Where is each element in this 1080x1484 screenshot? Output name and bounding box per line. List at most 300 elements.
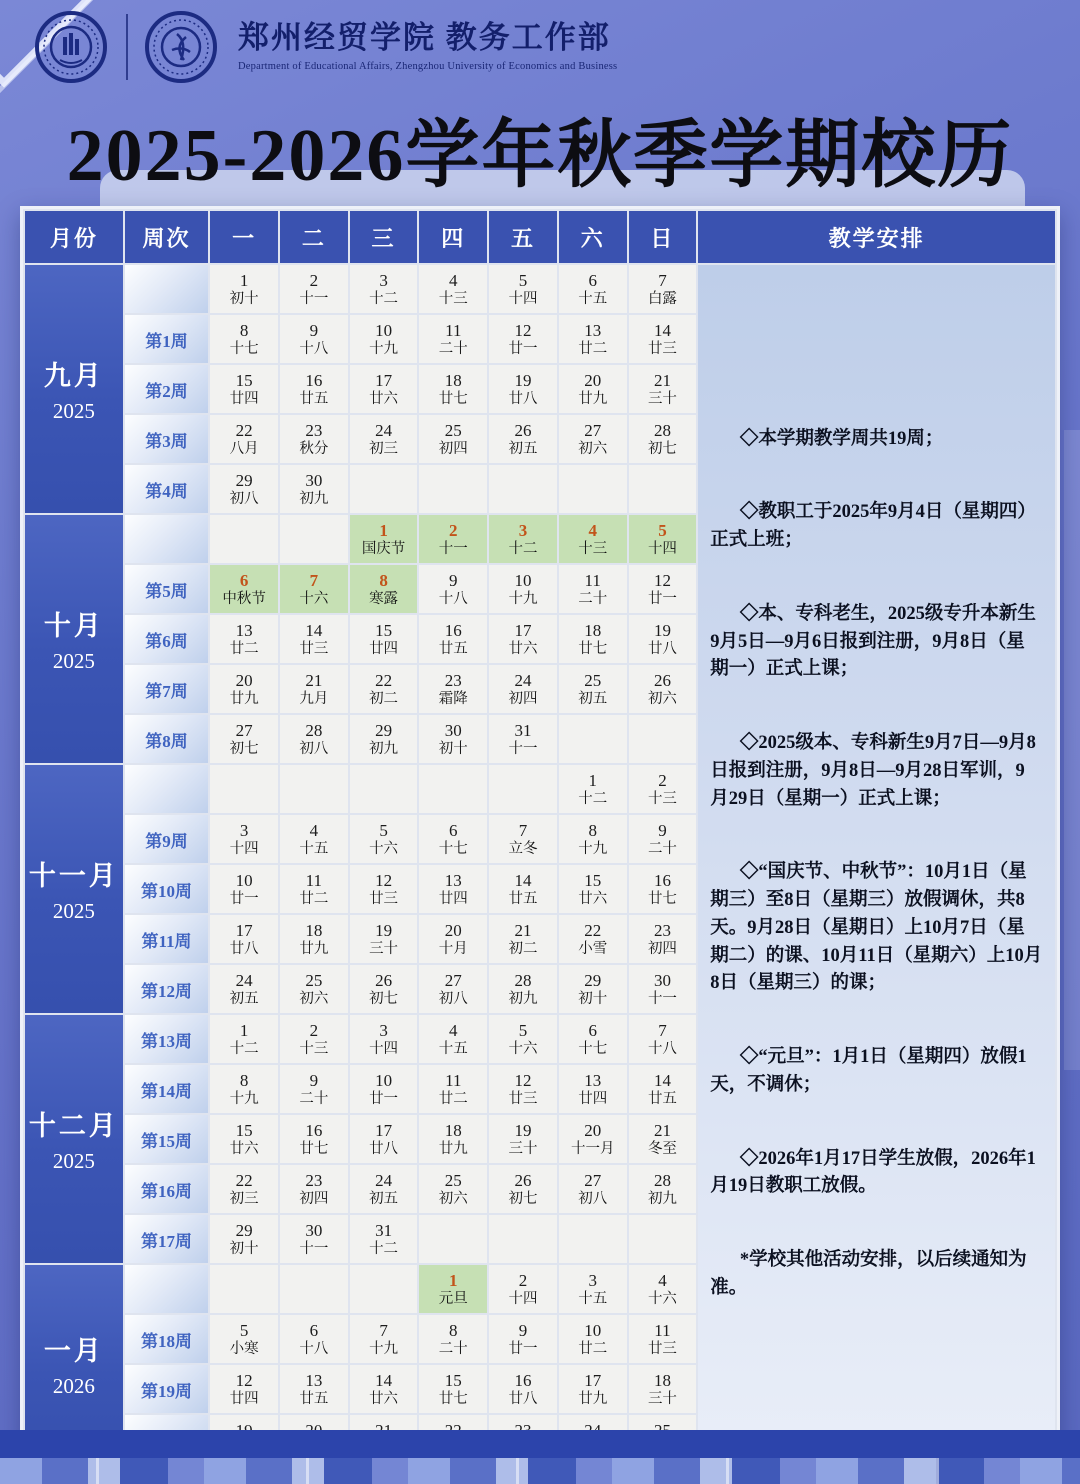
day-number: 12 <box>653 570 671 590</box>
day-lunar-label: 十一 <box>299 1240 329 1257</box>
month-cell-十月 <box>25 515 123 763</box>
day-cell-2025-十一月-9 <box>629 815 697 863</box>
day-lunar-label: 十一 <box>438 540 468 557</box>
day-number: 1 <box>239 270 249 290</box>
day-cell-empty <box>210 515 278 563</box>
day-cell-2026-一月-3 <box>559 1265 627 1313</box>
day-number: 7 <box>379 1320 388 1340</box>
day-number: 28 <box>514 970 532 990</box>
day-cell-2025-十二月-19 <box>489 1115 557 1163</box>
day-cell-2025-九月-24 <box>350 415 418 463</box>
day-lunar-label: 十八 <box>647 1040 677 1057</box>
day-number: 14 <box>653 1070 671 1090</box>
day-lunar-label: 二十 <box>438 1340 468 1357</box>
day-lunar-label: 十月 <box>438 940 468 957</box>
day-number: 11 <box>305 870 323 890</box>
day-cell-2025-十月-14 <box>280 615 348 663</box>
day-cell-2025-九月-8 <box>210 315 278 363</box>
day-number: 31 <box>375 1220 393 1240</box>
month-name: 九月 <box>43 361 104 391</box>
day-cell-2025-十月-16 <box>419 615 487 663</box>
day-lunar-label: 三十 <box>508 1140 538 1157</box>
day-cell-empty <box>419 765 487 813</box>
day-lunar-label: 廿三 <box>647 1340 677 1357</box>
day-lunar-label: 廿九 <box>299 940 329 957</box>
day-lunar-label: 十九 <box>578 840 608 857</box>
day-number: 23 <box>305 420 323 440</box>
day-number: 14 <box>653 320 671 340</box>
day-number: 10 <box>584 1320 602 1340</box>
day-cell-empty <box>559 1215 627 1263</box>
month-name: 一月 <box>43 1336 104 1366</box>
day-cell-2025-九月-9 <box>280 315 348 363</box>
day-lunar-label: 十六 <box>369 840 399 857</box>
day-cell-2026-一月-4 <box>629 1265 697 1313</box>
day-lunar-label: 十八 <box>438 590 468 607</box>
day-number: 6 <box>588 270 597 290</box>
day-number: 11 <box>445 320 462 340</box>
day-cell-2025-十二月-6 <box>559 1015 627 1063</box>
day-number: 17 <box>584 1370 602 1390</box>
column-header-7: 六 <box>559 211 627 263</box>
day-number: 7 <box>658 270 667 290</box>
teaching-note-5: ◇“国庆节、中秋节”：10月1日（星期三）至8日（星期三）放假调休，共8天。9月28日（星期日）上10月7日（星期二）的课、10月11日（星期六）上10月8日（星期三）的课； <box>710 862 1043 994</box>
day-cell-2025-十月-25 <box>559 665 627 713</box>
day-lunar-label: 十六 <box>508 1040 538 1057</box>
day-cell-2025-十一月-15 <box>559 865 627 913</box>
day-lunar-label: 十四 <box>508 290 538 307</box>
day-cell-empty <box>350 1265 418 1313</box>
day-cell-2025-九月-22 <box>210 415 278 463</box>
day-lunar-label: 廿二 <box>578 1340 608 1357</box>
day-cell-2025-十月-6 <box>210 565 278 613</box>
day-lunar-label: 国庆节 <box>361 540 406 557</box>
day-number: 16 <box>514 1370 532 1390</box>
day-lunar-label: 廿三 <box>299 640 329 657</box>
day-cell-empty <box>629 465 697 513</box>
day-number: 31 <box>514 720 532 740</box>
week-label-empty <box>125 515 208 563</box>
day-lunar-label: 廿八 <box>508 1390 538 1407</box>
day-lunar-label: 十一 <box>647 990 677 1007</box>
day-lunar-label: 寒露 <box>369 590 399 607</box>
day-cell-2025-十月-31 <box>489 715 557 763</box>
day-lunar-label: 廿四 <box>229 390 259 407</box>
day-lunar-label: 廿九 <box>578 1390 608 1407</box>
week-label-第15周: 第15周 <box>125 1115 208 1163</box>
day-number: 4 <box>309 820 319 840</box>
page-title: 2025-2026学年秋季学期校历 <box>66 115 1014 197</box>
day-cell-2025-十月-21 <box>280 665 348 713</box>
day-cell-2025-十一月-28 <box>489 965 557 1013</box>
org-name-cn: 郑州经贸学院 教务工作部 <box>238 20 611 56</box>
day-lunar-label: 十五 <box>299 840 329 857</box>
teaching-note-3: ◇本、专科老生，2025级专升本新生9月5日—9月6日报到注册，9月8日（星期一）正式上课； <box>710 603 1036 680</box>
org-text-block <box>238 21 617 73</box>
week-label-第12周: 第12周 <box>125 965 208 1013</box>
day-number: 15 <box>235 370 253 390</box>
department-seal-icon <box>144 10 218 84</box>
day-number: 30 <box>444 720 462 740</box>
day-lunar-label: 初四 <box>508 690 538 707</box>
day-lunar-label: 初六 <box>647 690 677 707</box>
day-number: 24 <box>514 670 532 690</box>
teaching-note-8: *学校其他活动安排，以后续通知为准。 <box>710 1250 1027 1298</box>
day-lunar-label: 廿四 <box>438 890 468 907</box>
day-number: 1 <box>449 1270 458 1290</box>
day-cell-2025-十月-19 <box>629 615 697 663</box>
day-cell-empty <box>559 715 627 763</box>
day-number: 3 <box>379 270 388 290</box>
day-cell-2025-十一月-17 <box>210 915 278 963</box>
day-lunar-label: 十四 <box>229 840 259 857</box>
day-lunar-label: 十三 <box>578 540 608 557</box>
day-number: 29 <box>584 970 602 990</box>
calendar-table-wrap <box>20 206 1060 1468</box>
week-label-第7周: 第7周 <box>125 665 208 713</box>
day-lunar-label: 十一 <box>299 290 329 307</box>
day-cell-2025-十一月-1 <box>559 765 627 813</box>
day-cell-2025-九月-28 <box>629 415 697 463</box>
day-cell-2025-十一月-11 <box>280 865 348 913</box>
day-lunar-label: 二十 <box>578 590 608 607</box>
day-lunar-label: 廿七 <box>578 640 608 657</box>
day-number: 3 <box>588 1270 597 1290</box>
day-cell-2025-十月-10 <box>489 565 557 613</box>
day-number: 3 <box>239 820 249 840</box>
day-cell-2025-十二月-28 <box>629 1165 697 1213</box>
day-number: 13 <box>444 870 462 890</box>
day-lunar-label: 初二 <box>369 690 399 707</box>
day-number: 20 <box>444 920 462 940</box>
day-lunar-label: 廿二 <box>438 1090 468 1107</box>
day-lunar-label: 廿五 <box>508 890 538 907</box>
day-lunar-label: 廿一 <box>369 1090 399 1107</box>
day-cell-2025-十月-24 <box>489 665 557 713</box>
day-cell-empty <box>489 765 557 813</box>
column-header-0: 月份 <box>25 211 123 263</box>
day-lunar-label: 廿二 <box>229 640 259 657</box>
day-lunar-label: 廿五 <box>438 640 468 657</box>
day-cell-2025-十二月-21 <box>629 1115 697 1163</box>
day-cell-2025-九月-1 <box>210 265 278 313</box>
day-cell-2025-十月-1 <box>350 515 418 563</box>
column-header-6: 五 <box>489 211 557 263</box>
day-lunar-label: 初六 <box>578 440 608 457</box>
day-cell-2025-十月-9 <box>419 565 487 613</box>
day-lunar-label: 十一 <box>508 740 538 757</box>
day-lunar-label: 十三 <box>647 790 677 807</box>
day-cell-2025-十一月-18 <box>280 915 348 963</box>
day-number: 5 <box>518 1020 528 1040</box>
day-number: 25 <box>305 970 323 990</box>
day-lunar-label: 初八 <box>578 1190 608 1207</box>
week-label-第19周: 第19周 <box>125 1365 208 1413</box>
day-lunar-label: 廿三 <box>369 890 399 907</box>
day-number: 21 <box>653 1120 671 1140</box>
day-lunar-label: 初五 <box>578 690 608 707</box>
day-lunar-label: 十四 <box>369 1040 399 1057</box>
day-lunar-label: 十二 <box>578 790 608 807</box>
day-lunar-label: 十二 <box>508 540 538 557</box>
day-cell-2025-九月-6 <box>559 265 627 313</box>
day-number: 30 <box>653 970 671 990</box>
day-lunar-label: 廿三 <box>508 1090 538 1107</box>
teaching-note-1: ◇本学期教学周共19周； <box>739 428 944 449</box>
day-lunar-label: 小寒 <box>229 1340 259 1357</box>
day-cell-2026-一月-11 <box>629 1315 697 1363</box>
day-number: 1 <box>588 770 597 790</box>
day-cell-2026-一月-7 <box>350 1315 418 1363</box>
day-cell-2025-十月-11 <box>559 565 627 613</box>
day-cell-empty <box>489 1215 557 1263</box>
day-cell-empty <box>629 1215 697 1263</box>
day-lunar-label: 初八 <box>299 740 329 757</box>
day-cell-empty <box>559 465 627 513</box>
day-cell-2025-十月-22 <box>350 665 418 713</box>
day-number: 8 <box>239 1070 249 1090</box>
day-cell-2025-十二月-25 <box>419 1165 487 1213</box>
day-cell-2025-十二月-15 <box>210 1115 278 1163</box>
day-number: 8 <box>379 570 388 590</box>
day-cell-2025-十一月-24 <box>210 965 278 1013</box>
day-lunar-label: 初九 <box>299 490 329 507</box>
day-lunar-label: 廿九 <box>229 690 259 707</box>
day-cell-2025-九月-21 <box>629 365 697 413</box>
day-cell-2025-九月-7 <box>629 265 697 313</box>
day-number: 13 <box>305 1370 323 1390</box>
day-number: 21 <box>514 920 532 940</box>
day-lunar-label: 廿五 <box>299 390 329 407</box>
day-cell-2025-十二月-16 <box>280 1115 348 1163</box>
logo-divider <box>126 14 128 80</box>
day-cell-2025-十月-27 <box>210 715 278 763</box>
day-number: 5 <box>379 820 388 840</box>
day-number: 4 <box>588 520 597 540</box>
day-number: 23 <box>653 920 671 940</box>
day-lunar-label: 廿四 <box>369 640 399 657</box>
day-cell-2025-十二月-12 <box>489 1065 557 1113</box>
week-label-第2周: 第2周 <box>125 365 208 413</box>
day-number: 11 <box>654 1320 671 1340</box>
day-cell-2025-十月-12 <box>629 565 697 613</box>
day-cell-2025-十月-5 <box>629 515 697 563</box>
day-lunar-label: 秋分 <box>299 440 329 457</box>
day-lunar-label: 初三 <box>369 440 399 457</box>
day-cell-2025-十月-2 <box>419 515 487 563</box>
day-cell-2025-十二月-26 <box>489 1165 557 1213</box>
day-number: 18 <box>653 1370 671 1390</box>
day-cell-2025-九月-2 <box>280 265 348 313</box>
day-cell-2025-九月-26 <box>489 415 557 463</box>
day-number: 28 <box>653 420 671 440</box>
calendar-table <box>20 206 1060 1468</box>
right-edge-strip <box>1064 430 1080 1070</box>
day-cell-2026-一月-15 <box>419 1365 487 1413</box>
day-cell-2025-十二月-18 <box>419 1115 487 1163</box>
day-number: 15 <box>444 1370 462 1390</box>
day-number: 30 <box>305 1220 323 1240</box>
column-header-9: 教学安排 <box>698 211 1055 263</box>
day-cell-2025-十一月-4 <box>280 815 348 863</box>
day-number: 13 <box>584 1070 602 1090</box>
day-cell-2025-十月-8 <box>350 565 418 613</box>
day-number: 16 <box>653 870 671 890</box>
day-lunar-label: 廿八 <box>369 1140 399 1157</box>
day-cell-2025-十一月-3 <box>210 815 278 863</box>
day-lunar-label: 十二 <box>369 290 399 307</box>
day-cell-2026-一月-17 <box>559 1365 627 1413</box>
day-number: 25 <box>444 1170 462 1190</box>
column-header-2: 一 <box>210 211 278 263</box>
day-cell-empty <box>419 1215 487 1263</box>
month-cell-十一月 <box>25 765 123 1013</box>
day-cell-2025-十一月-16 <box>629 865 697 913</box>
day-number: 8 <box>239 320 249 340</box>
day-number: 17 <box>375 370 393 390</box>
day-number: 26 <box>514 1170 532 1190</box>
day-cell-2025-十二月-5 <box>489 1015 557 1063</box>
day-cell-2025-十一月-27 <box>419 965 487 1013</box>
day-number: 12 <box>514 320 532 340</box>
month-year: 2026 <box>52 1374 95 1398</box>
day-cell-2025-九月-14 <box>629 315 697 363</box>
day-lunar-label: 廿六 <box>369 390 399 407</box>
day-cell-2025-十月-23 <box>419 665 487 713</box>
day-cell-2025-十月-15 <box>350 615 418 663</box>
calendar-row <box>25 265 1055 313</box>
day-lunar-label: 初九 <box>369 740 399 757</box>
day-lunar-label: 廿九 <box>578 390 608 407</box>
day-cell-2025-十月-17 <box>489 615 557 663</box>
week-label-第8周: 第8周 <box>125 715 208 763</box>
day-cell-2025-九月-12 <box>489 315 557 363</box>
day-lunar-label: 十六 <box>299 590 329 607</box>
day-cell-2025-十月-3 <box>489 515 557 563</box>
day-number: 24 <box>375 1170 393 1190</box>
day-lunar-label: 初八 <box>438 990 468 1007</box>
day-cell-2025-十月-29 <box>350 715 418 763</box>
day-lunar-label: 廿六 <box>229 1140 259 1157</box>
day-number: 17 <box>235 920 253 940</box>
day-cell-2026-一月-2 <box>489 1265 557 1313</box>
day-number: 11 <box>584 570 601 590</box>
day-lunar-label: 霜降 <box>438 690 468 707</box>
day-cell-2025-十月-18 <box>559 615 627 663</box>
day-cell-2025-九月-19 <box>489 365 557 413</box>
day-number: 17 <box>375 1120 393 1140</box>
day-cell-2025-十二月-2 <box>280 1015 348 1063</box>
day-cell-2025-十二月-31 <box>350 1215 418 1263</box>
week-label-empty <box>125 765 208 813</box>
day-lunar-label: 廿八 <box>229 940 259 957</box>
day-cell-2025-十二月-22 <box>210 1165 278 1213</box>
day-cell-2025-十一月-6 <box>419 815 487 863</box>
day-cell-2025-十一月-30 <box>629 965 697 1013</box>
day-number: 7 <box>309 570 319 590</box>
week-label-第9周: 第9周 <box>125 815 208 863</box>
day-lunar-label: 十七 <box>438 840 468 857</box>
day-lunar-label: 十四 <box>647 540 677 557</box>
month-name: 十二月 <box>28 1111 119 1141</box>
day-number: 12 <box>235 1370 253 1390</box>
day-lunar-label: 十九 <box>229 1090 259 1107</box>
day-number: 9 <box>449 570 458 590</box>
day-cell-2025-九月-18 <box>419 365 487 413</box>
day-lunar-label: 廿六 <box>369 1390 399 1407</box>
day-lunar-label: 初十 <box>229 290 259 307</box>
day-number: 26 <box>653 670 671 690</box>
day-number: 19 <box>514 370 532 390</box>
day-number: 20 <box>584 370 602 390</box>
bottom-mosaic-decoration <box>0 1458 1080 1484</box>
day-lunar-label: 廿一 <box>647 590 677 607</box>
day-cell-2025-十月-13 <box>210 615 278 663</box>
day-lunar-label: 十七 <box>578 1040 608 1057</box>
day-lunar-label: 十九 <box>369 340 399 357</box>
day-number: 28 <box>653 1170 671 1190</box>
day-lunar-label: 十五 <box>578 290 608 307</box>
column-header-1: 周次 <box>125 211 208 263</box>
day-cell-2025-十二月-29 <box>210 1215 278 1263</box>
day-lunar-label: 中秋节 <box>222 590 266 607</box>
week-label-empty <box>125 265 208 313</box>
day-lunar-label: 十八 <box>299 1340 329 1357</box>
day-number: 24 <box>375 420 393 440</box>
day-cell-2025-十二月-9 <box>280 1065 348 1113</box>
day-number: 19 <box>653 620 671 640</box>
day-cell-2025-十二月-24 <box>350 1165 418 1213</box>
day-lunar-label: 白露 <box>647 290 677 307</box>
day-cell-2025-十月-26 <box>629 665 697 713</box>
day-number: 23 <box>444 670 462 690</box>
day-lunar-label: 廿三 <box>647 340 677 357</box>
day-number: 2 <box>309 270 319 290</box>
day-cell-2025-九月-10 <box>350 315 418 363</box>
day-cell-2025-十一月-22 <box>559 915 627 963</box>
day-cell-2025-十二月-10 <box>350 1065 418 1113</box>
day-lunar-label: 廿八 <box>647 640 677 657</box>
day-cell-2025-十一月-8 <box>559 815 627 863</box>
day-lunar-label: 初六 <box>299 990 329 1007</box>
day-number: 30 <box>305 470 323 490</box>
day-number: 10 <box>375 320 393 340</box>
day-number: 25 <box>584 670 602 690</box>
day-cell-2025-十二月-17 <box>350 1115 418 1163</box>
day-number: 22 <box>235 420 253 440</box>
day-cell-2025-十月-4 <box>559 515 627 563</box>
day-number: 13 <box>235 620 253 640</box>
column-header-5: 四 <box>419 211 487 263</box>
day-cell-2025-十一月-20 <box>419 915 487 963</box>
day-cell-2025-九月-17 <box>350 365 418 413</box>
day-cell-2026-一月-6 <box>280 1315 348 1363</box>
day-cell-2026-一月-12 <box>210 1365 278 1413</box>
day-lunar-label: 十九 <box>508 590 538 607</box>
day-cell-2025-十一月-12 <box>350 865 418 913</box>
day-lunar-label: 元旦 <box>438 1290 468 1307</box>
day-lunar-label: 廿七 <box>647 890 677 907</box>
day-number: 18 <box>305 920 323 940</box>
day-lunar-label: 廿四 <box>229 1390 259 1407</box>
day-number: 14 <box>375 1370 393 1390</box>
teaching-note-4: ◇2025级本、专科新生9月7日—9月8日报到注册，9月8日—9月28日军训，9月29日（星期一）正式上课； <box>710 733 1036 809</box>
day-lunar-label: 十七 <box>229 340 259 357</box>
day-cell-2025-十月-7 <box>280 565 348 613</box>
day-cell-2026-一月-18 <box>629 1365 697 1413</box>
day-number: 21 <box>305 670 323 690</box>
day-cell-2025-十二月-20 <box>559 1115 627 1163</box>
